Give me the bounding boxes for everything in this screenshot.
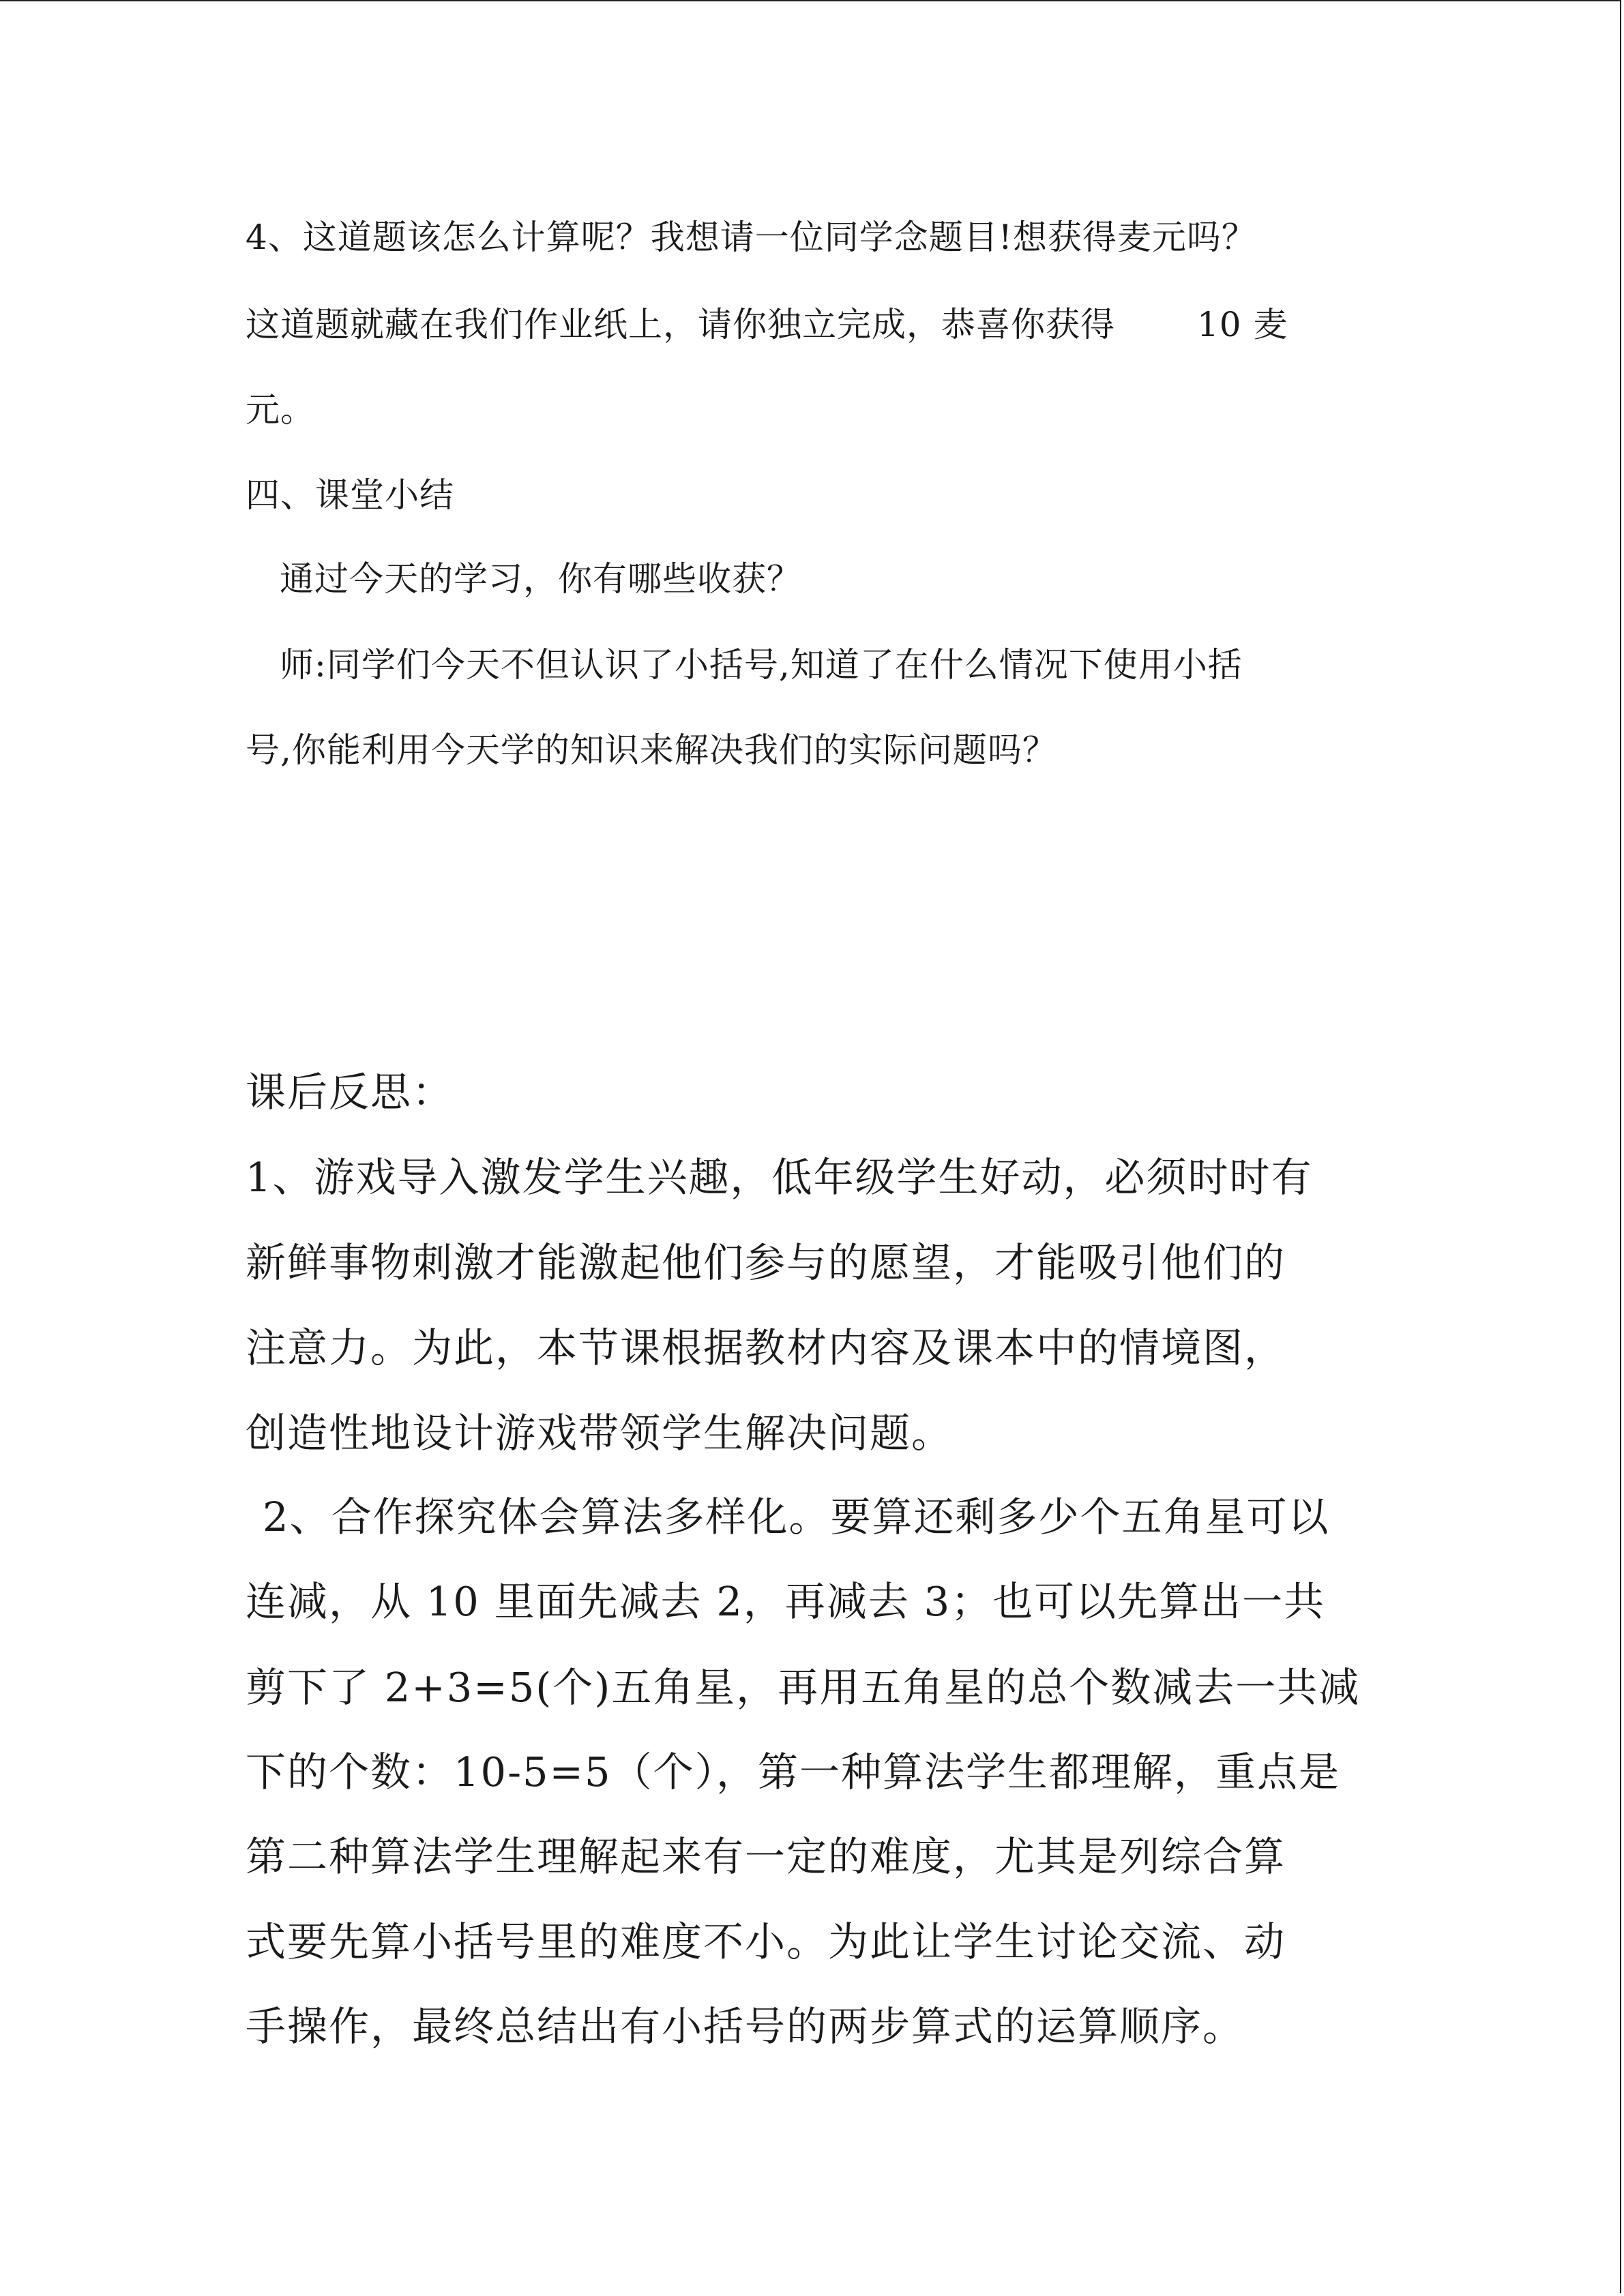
reflection-line: 创造性地设计游戏带领学生解决问题。 (246, 1410, 954, 1457)
para4-line2-main: 这道题就藏在我们作业纸上，请你独立完成，恭喜你获得 (246, 305, 1115, 344)
reflection-line: 式要先算小括号里的难度不小。为此让学生讨论交流、动 (246, 1918, 1286, 1965)
reflection-line: 剪下了 2+3=5(个)五角星，再用五角星的总个数减去一共减 (246, 1664, 1361, 1711)
teacher-line1: 师:同学们今天不但认识了小括号,知道了在什么情况下使用小括 (280, 645, 1243, 685)
para4-line2-tail: 10 麦 (1197, 305, 1288, 344)
para4-line3: 元。 (246, 390, 315, 430)
reflection-line: 连减，从 10 里面先减去 2，再减去 3；也可以先算出一共 (246, 1578, 1326, 1625)
reflection-line: 下的个数：10-5=5（个），第一种算法学生都理解，重点是 (246, 1748, 1341, 1795)
para4-line1: 4、这道题该怎么计算呢？我想请一位同学念题目!想获得麦元吗？ (246, 218, 1256, 257)
summary-question: 通过今天的学习，你有哪些收获？ (280, 559, 801, 599)
reflection-line: 手操作，最终总结出有小括号的两步算式的运算顺序。 (246, 2003, 1245, 2050)
reflection-line: 2、合作探究体会算法多样化。要算还剩多少个五角星可以 (263, 1493, 1330, 1540)
reflection-heading: 课后反思： (246, 1069, 454, 1116)
reflection-line: 注意力。为此，本节课根据教材内容及课本中的情境图， (246, 1324, 1286, 1371)
para4-line2 (246, 304, 1288, 345)
teacher-line2: 号,你能利用今天学的知识来解决我们的实际问题吗？ (246, 730, 1057, 770)
reflection-line: 新鲜事物刺激才能激起他们参与的愿望，才能吸引他们的 (246, 1239, 1286, 1286)
reflection-line: 1、游戏导入激发学生兴趣，低年级学生好动，必须时时有 (246, 1154, 1313, 1201)
reflection-line: 第二种算法学生理解起来有一定的难度，尤其是列综合算 (246, 1833, 1286, 1880)
summary-heading: 四、课堂小结 (246, 475, 454, 515)
